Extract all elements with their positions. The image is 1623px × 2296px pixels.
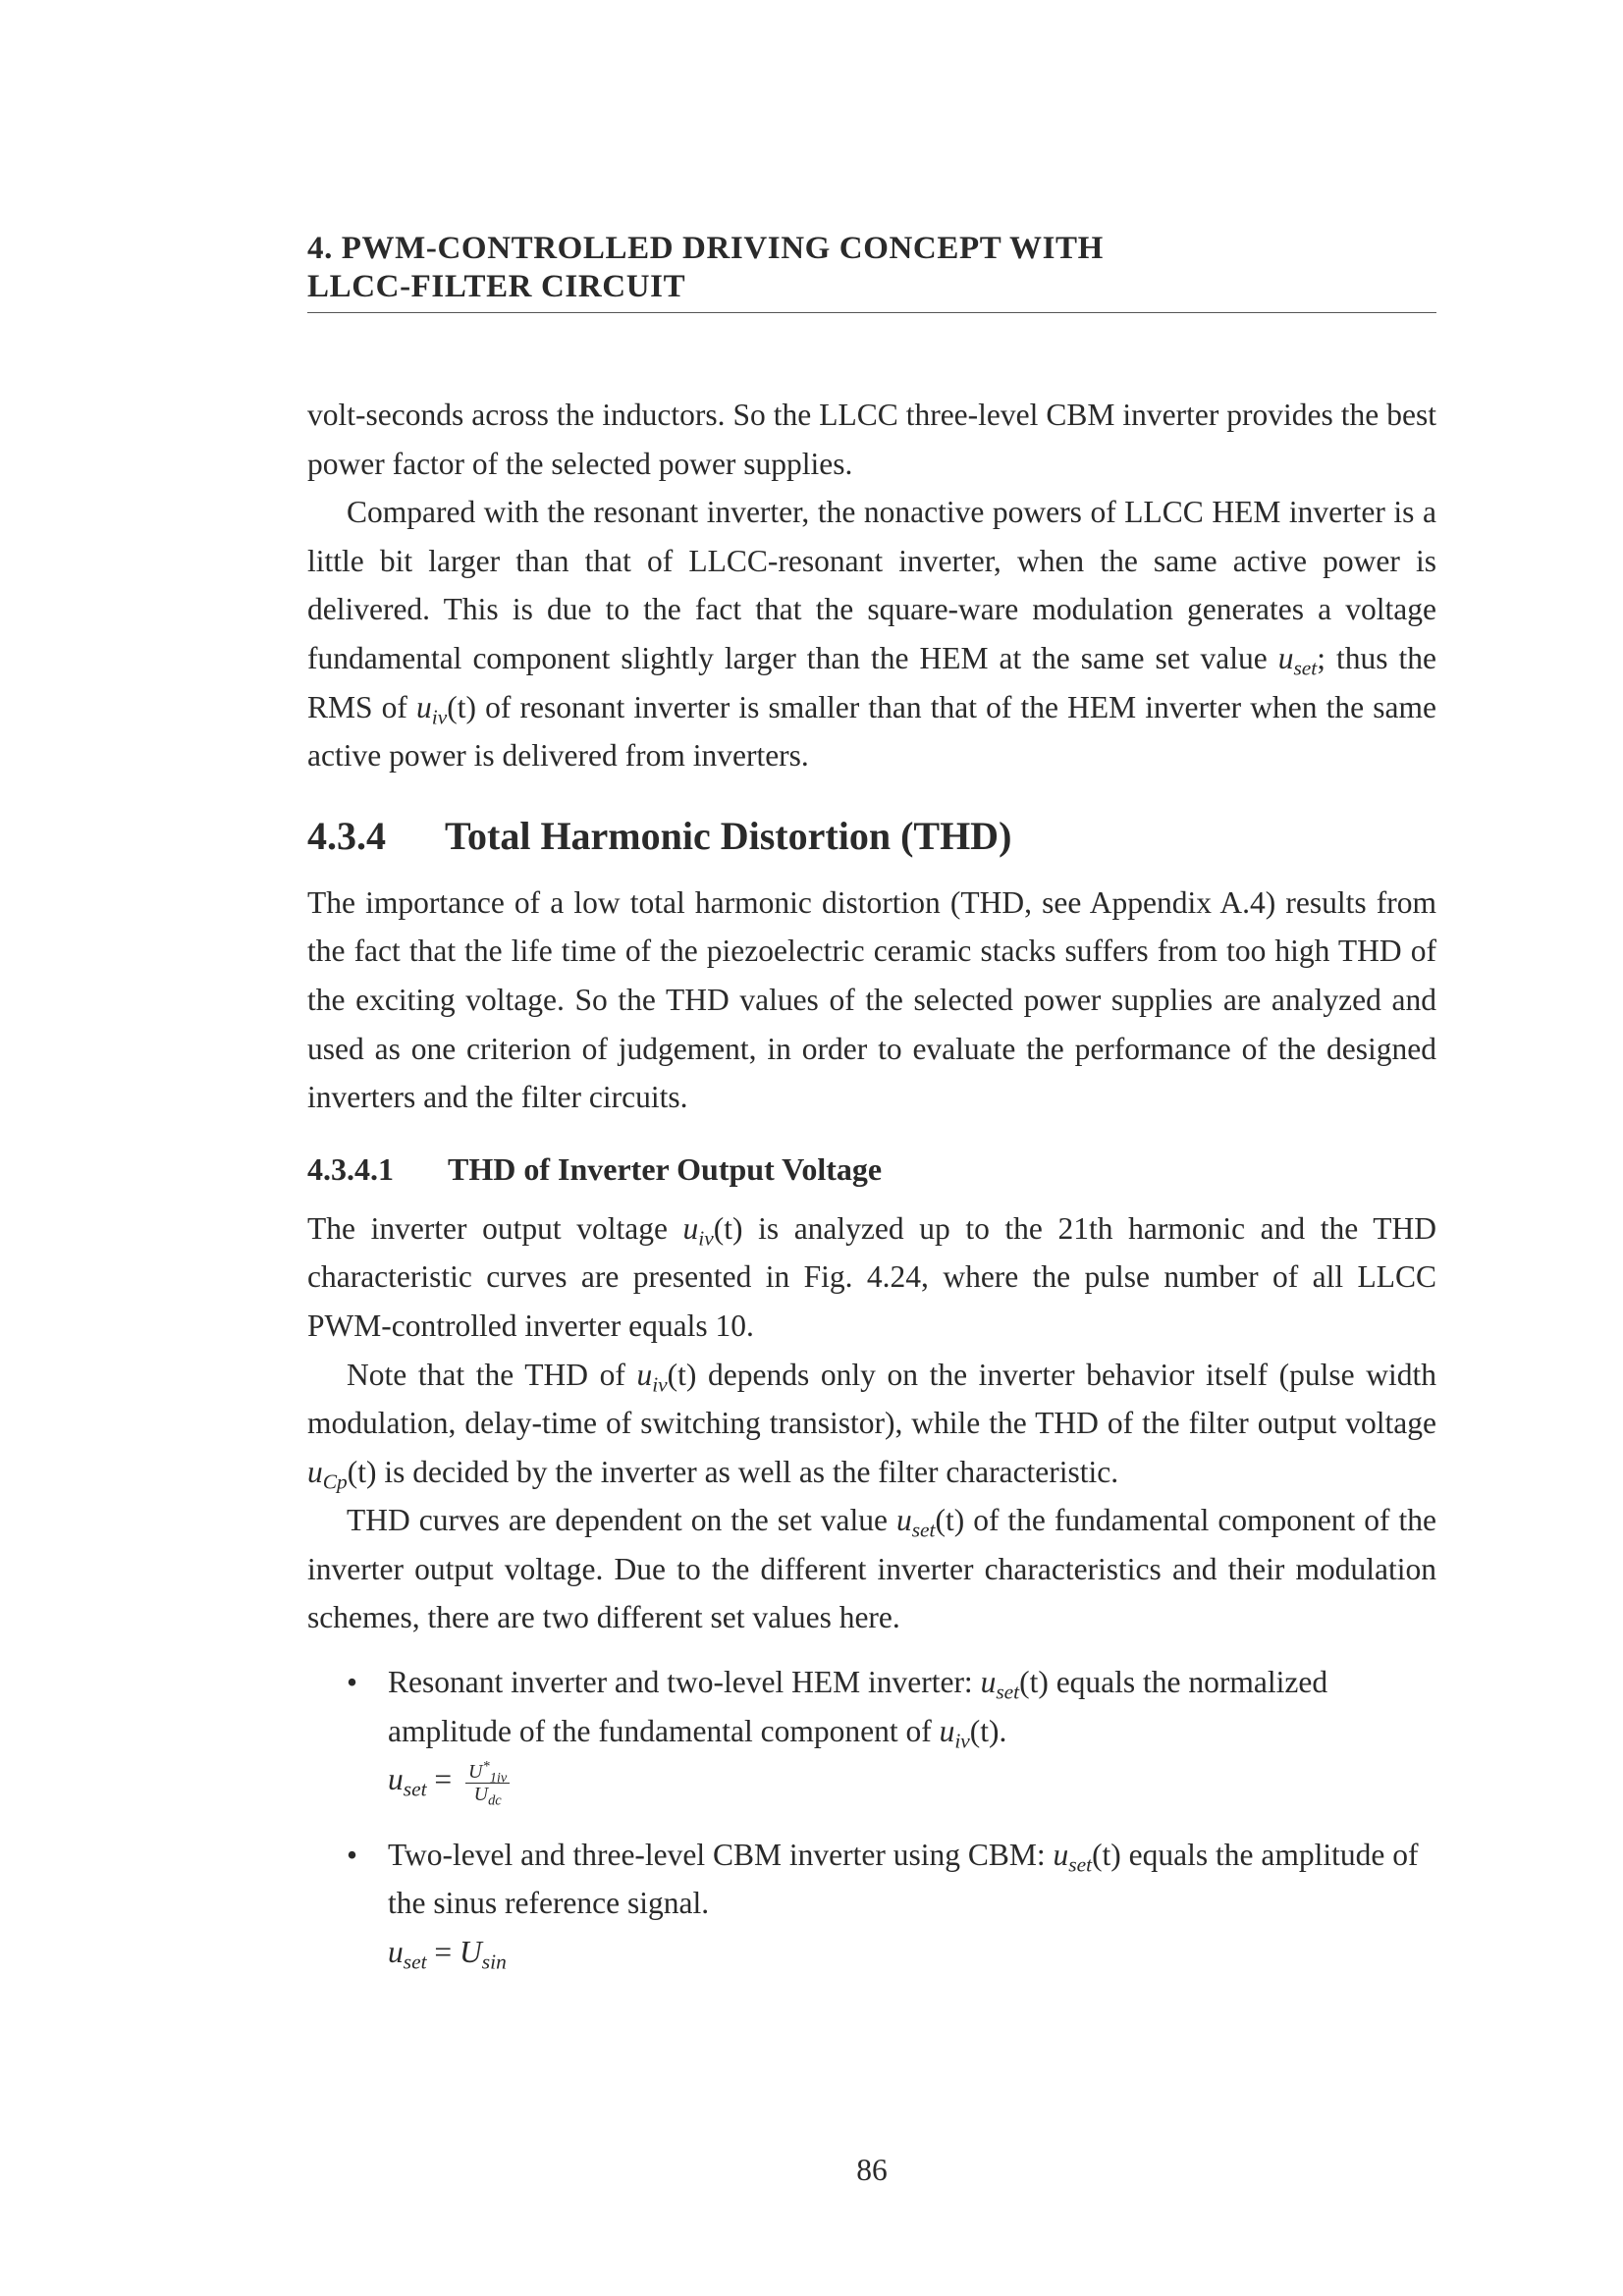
paragraph-thd-note: Note that the THD of $u_{iv}(t)$ depends only on the inverter behavior itself (pulse width modulation, delay-time of switching transistor), while the THD of the filter output voltage $u_{Cp}(t)$ is decided by the inverter as well as the filter characteristic. [307,1357,1437,1494]
list-item: • Resonant inverter and two-level HEM inverter: $u_{set}(t)$ equals the normalized amplitude of the fundamental component of $u_{iv}(t)$. $u_{set}$ = $\frac{U^*_{1iv}}{U_{dc}}$ [307,1658,1436,1804]
body-text [307,391,1436,2002]
header-rule [307,312,1436,313]
paragraph-continuation: volt-seconds across the inductors. So the LLCC three-level CBM inverter provides the best power factor of the selected power supplies. [307,398,1436,481]
paragraph-nonactive-powers: Compared with the resonant inverter, the nonactive powers of LLCC HEM inverter is a little bit larger than that of LLCC-resonant inverter, when the same active power is delivered. This is due to the fact that the square-ware modulation generates a voltage fundamental component slightly larger than the HEM at the same set value $u_{set}$; thus the RMS of $u_{iv}(t)$ of resonant inverter is smaller than that of the HEM inverter when the same active power is delivered from inverters. [307,495,1437,774]
running-head-line-2: LLCC-FILTER CIRCUIT [307,269,686,304]
paragraph-inverter-output: The inverter output voltage $u_{iv}(t)$ is analyzed up to the 21th harmonic and the THD characteristic curves are presented in Fig. 4.24, where the pulse number of all LLCC PWM-controlled inverter equals 10. [307,1210,1437,1343]
bullet-icon: • [347,1665,358,1700]
section-heading-thd: 4.3.4 Total Harmonic Distortion (THD) [307,813,1012,858]
formula-uset-hem: $u_{set}$ = $\frac{U^*_{1iv}}{U_{dc}}$ [388,1755,1436,1804]
set-value-list [307,1658,1436,1976]
page-number: 86 [856,2153,888,2187]
formula-uset-cbm: $u_{set} = U_{sin}$ [388,1934,507,1974]
list-item: • Two-level and three-level CBM inverter using CBM: $u_{set}(t)$ equals the amplitude of the sinus reference signal. $u_{set} = U_{sin}$ [307,1831,1436,1977]
running-head-line-1: 4. PWM-CONTROLLED DRIVING CONCEPT WITH [307,231,1104,266]
fraction: $\frac{U^*_{1iv}}{U_{dc}}$ [465,1761,510,1805]
running-head [307,230,1436,306]
bullet-icon: • [347,1837,358,1872]
subsection-heading-inverter-voltage: 4.3.4.1 THD of Inverter Output Voltage [307,1150,883,1187]
paragraph-thd-intro: The importance of a low total harmonic distortion (THD, see Appendix A.4) results from the fact that the life time of the piezoelectric ceramic stacks suffers from too high THD of the exciting voltage. So the THD values of the selected power supplies are analyzed and used as one criterion of judgement, in order to evaluate the performance of the designed inverters and the filter circuits. [307,884,1436,1115]
paragraph-set-values: THD curves are dependent on the set value $u_{set}(t)$ of the fundamental component of the inverter output voltage. Due to the different inverter characteristics and their modulation schemes, there are two different set values here. [307,1503,1436,1635]
